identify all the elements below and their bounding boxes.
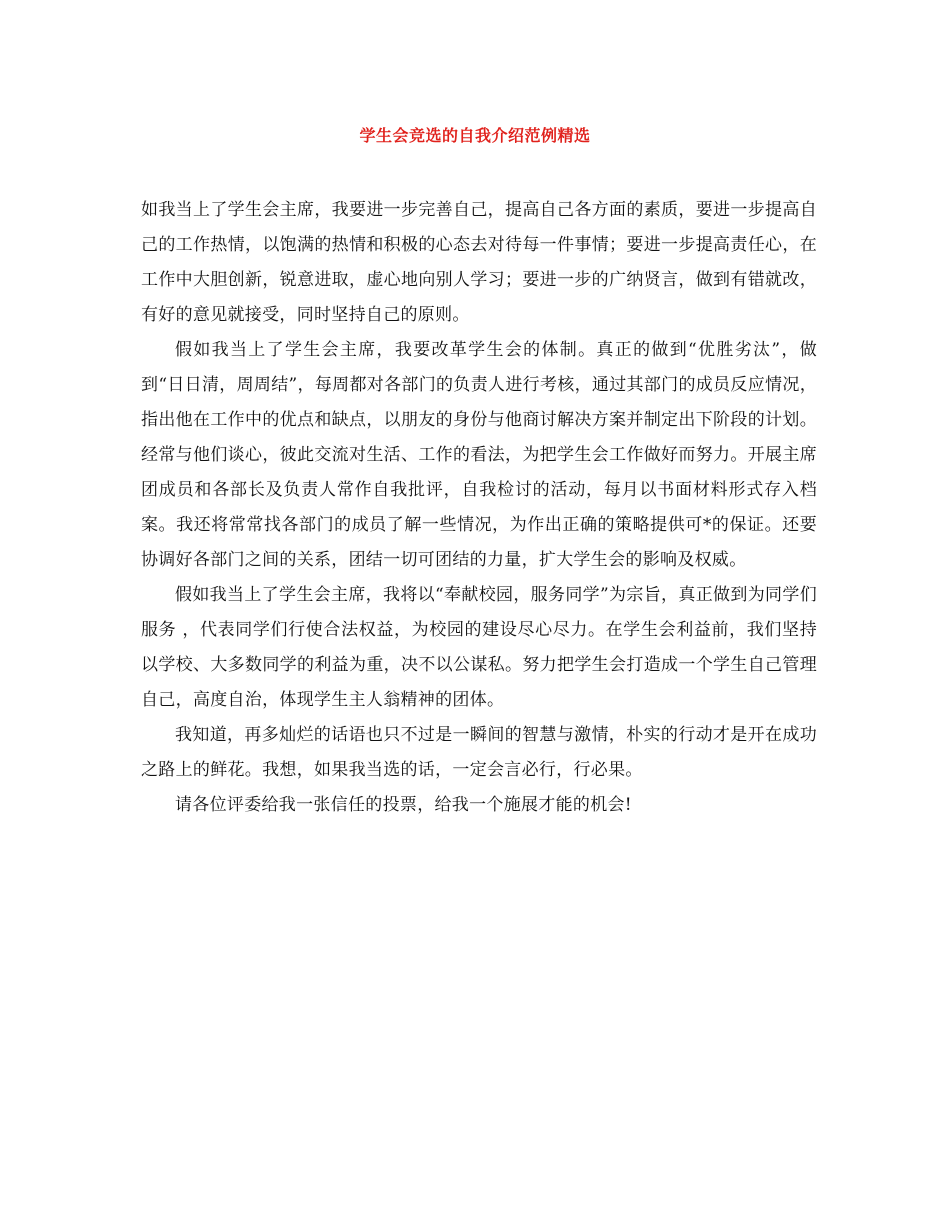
paragraph-2: 假如我当上了学生会主席，我要改革学生会的体制。真正的做到“优胜劣汰”，做到“日日清，周周结”，每周都对各部门的负责人进行考核，通过其部门的成员反应情况，指出他在工作中的优点和缺点，以朋友的身份与他商讨解决方案并制定出下阶段的计划。经常与他们谈心，彼此交流对生活、工作的看法，为把学生会工作做好而努力。开展主席团成员和各部长及负责人常作自我批评，自我检讨的活动，每月以书面材料形式存入档案。我还将常常找各部门的成员了解一些情况，为作出正确的策略提供可*的保证。还要协调好各部门之间的关系，团结一切可团结的力量，扩大学生会的影响及权威。 [141,340,817,570]
paragraph-5: 请各位评委给我一张信任的投票，给我一个施展才能的机会! [175,795,632,815]
document-body [141,193,817,823]
paragraph-1: 如我当上了学生会主席，我要进一步完善自己，提高自己各方面的素质，要进一步提高自己的工作热情，以饱满的热情和积极的心态去对待每一件事情；要进一步提高责任心，在工作中大胆创新，锐意进取，虚心地向别人学习；要进一步的广纳贤言，做到有错就改，有好的意见就接受，同时坚持自己的原则。 [141,200,817,325]
document-title: 学生会竞选的自我介绍范例精选 [359,126,591,145]
paragraph-4: 我知道，再多灿烂的话语也只不过是一瞬间的智慧与激情，朴实的行动才是开在成功之路上的鲜花。我想，如果我当选的话，一定会言必行，行必果。 [141,725,817,780]
paragraph-3: 假如我当上了学生会主席，我将以“奉献校园，服务同学”为宗旨，真正做到为同学们服务 ，代表同学们行使合法权益，为校园的建设尽心尽力。在学生会利益前，我们坚持以学校、大多数同学的利益为重，决不以公谋私。努力把学生会打造成一个学生自己管理自己，高度自治，体现学生主人翁精神的团体。 [141,585,817,710]
